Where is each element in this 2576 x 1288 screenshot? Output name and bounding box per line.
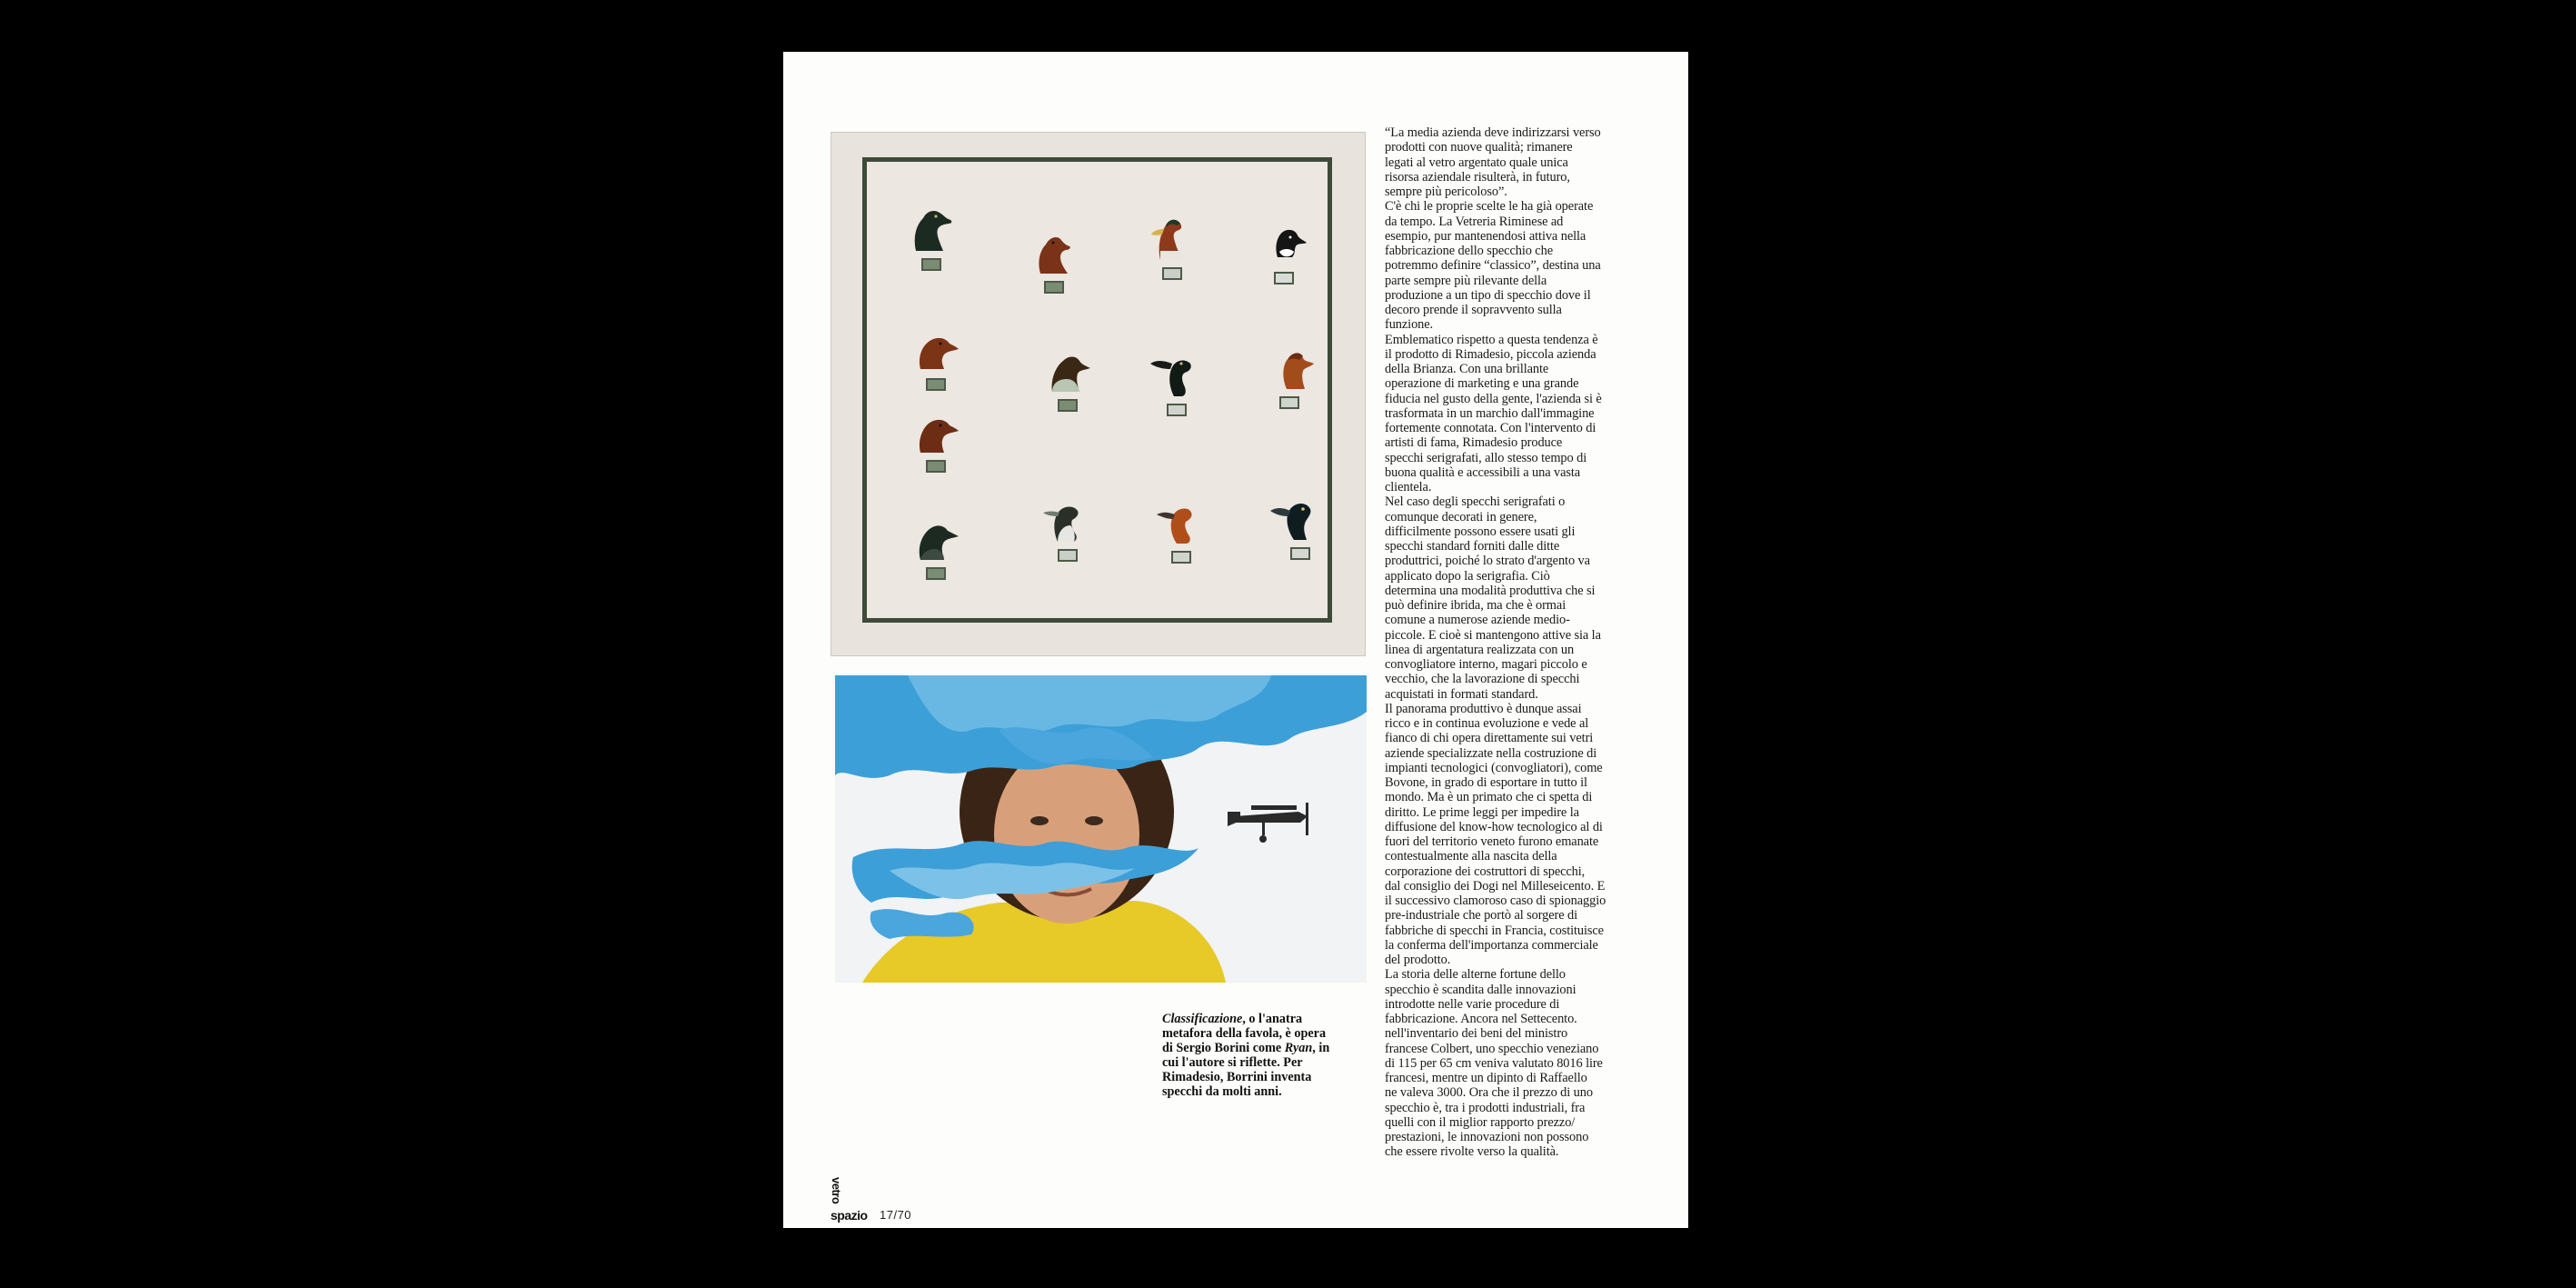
duck-head-5 <box>908 318 962 389</box>
logo-vertical-text: vetro <box>830 1177 843 1204</box>
duck-head-7 <box>1149 344 1203 414</box>
caption-italic-word: Ryan <box>1284 1041 1313 1055</box>
magazine-logo <box>830 1177 878 1221</box>
duck-head-13 <box>1268 487 1323 558</box>
caption-text: , o l'anatra metafora della favola, è opera di Sergio Borini come <box>1162 1012 1327 1055</box>
duck-head-9 <box>908 400 962 471</box>
duck-head-2 <box>1026 221 1080 292</box>
magazine-page <box>783 52 1688 1228</box>
duck-head-8 <box>1265 336 1319 407</box>
article-body: “La media azienda deve indirizzarsi verso prodotti con nuove qualità; rimanere legati al vetro argentato quale unica risorsa aziendale risulterà, in futuro, sempre più pericoloso”. C'è chi le proprie scelte le ha già operate da tempo. La Vetreria Riminese ad esempio, pur mantenendosi attiva nella fabbricazione dello specchio che potremmo definire “classico”, destina una parte sempre più rilevante della produzione a un tipo di specchio dove il decoro prende il sopravvento sulla funzione. Emblematico rispetto a questa tendenza è il prodotto di Rimadesio, piccola azienda della Brianza. Con una brillante operazione di marketing e una grande fiducia nel gusto della gente, l'azienda si è trasformata in un marchio dall'immagine fortemente connotata. Con l'intervento di artisti di fama, Rimadesio produce specchi serigrafati, allo stesso tempo di buona qualità e accessibili a una vasta clientela. Nel caso degli specchi serigrafati o comunque decorati in genere, difficilmente possono essere usati gli specchi standard forniti dalle ditte produttrici, poiché lo strato d'argento va applicato dopo la serigrafia. Ciò determina una modalità produttiva che si può definire ibrida, ma che è ormai comune a numerose aziende medio- piccole. E cioè si mantengono attive sia la linea di argentatura realizzata con un convogliatore interno, magari piccolo e vecchio, che la lavorazione di specchi acquistati in formati standard. Il panorama produttivo è dunque assai ricco e in continua evoluzione e vede al fianco di chi opera direttamente sui vetri aziende specializzate nella costruzione di impianti tecnologici (convogliatori), come Bovone, in grado di esportare in tutto il mondo. Ma è un primato che ci spetta di diritto. Le prime leggi per impedire la diffusione del know-how tecnologico al di fuori del territorio veneto furono emanate contestualmente alla nascita della corporazione dei costruttori di specchi, dal consiglio dei Dogi nel Milleseicento. E il successivo clamoroso caso di spionaggio pre-industriale che portò al sorgere di fabbriche di specchi in Francia, costituisce la conferma dell'importanza commerciale del prodotto. La storia delle alterne fortune dello specchio è scandita dalle innovazioni introdotte nelle varie procedure di fabbricazione. Ancora nel Settecento. nell'inventario dei beni del ministro francese Colbert, uno specchio veneziano di 115 per 65 cm veniva valutato 8016 lire francesi, mentre un dipinto di Raffaello ne valeva 3000. Ora che il prezzo di uno specchio è, tra i prodotti industriali, fra quelli con il miglior rapporto prezzo/ prestazioni, le innovazioni non possono che essere rivolte verso la qualità. <box>1385 125 1606 1160</box>
caption-title: Classificazione <box>1162 1012 1243 1026</box>
duck-head-6 <box>1039 339 1094 410</box>
ducks-artwork-frame <box>862 157 1332 623</box>
photo-caption <box>1162 1012 1362 1099</box>
logo-horizontal-text: spazio <box>830 1208 868 1223</box>
duck-head-3 <box>1144 207 1198 278</box>
duck-head-12 <box>1153 491 1208 562</box>
duck-head-11 <box>1039 489 1094 560</box>
duck-head-4 <box>1259 212 1314 283</box>
caption-text-end: , in cui l'autore si riflette. Per Rimadesio, Borrini inventa specchi da molti anni. <box>1162 1041 1330 1099</box>
duck-head-10 <box>908 507 962 578</box>
duck-head-1 <box>903 198 958 269</box>
clouds-face-photo <box>835 675 1367 983</box>
ducks-artwork-image <box>830 132 1366 656</box>
page-number: 17/70 <box>880 1208 912 1222</box>
